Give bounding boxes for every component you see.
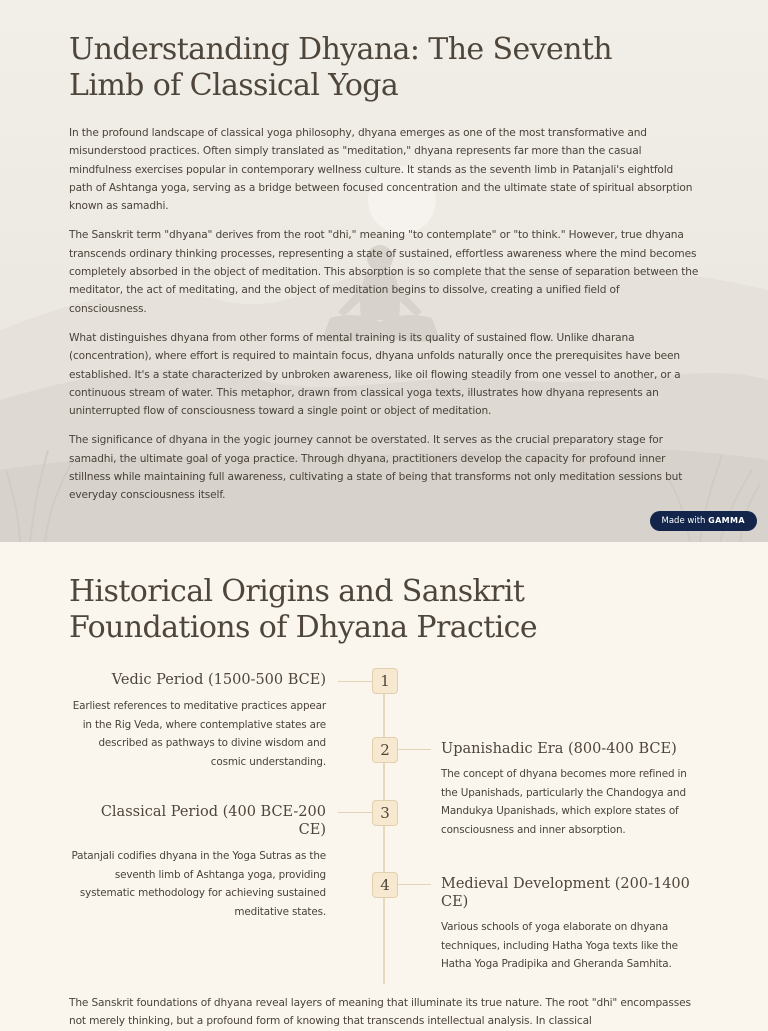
section-title: Historical Origins and Sanskrit Foundations of Dhyana Practice [69,574,538,645]
made-with-gamma-badge[interactable] [650,511,757,531]
timeline-connector [397,884,431,885]
timeline-item-title: Upanishadic Era (800-400 BCE) [441,741,677,757]
intro-paragraph: In the profound landscape of classical yoga philosophy, dhyana emerges as one of the most transformative and misunderstood practices. Often simply translated as "meditation," dhyana represents far more than the casual mindfulness exercises popular in contemporary wellness culture. It stands as the seventh limb in Patanjali's eightfold path of Ashtanga yoga, serving as a bridge between focused concentration and the ultimate state of spiritual absorption known as samadhi. [69,127,693,213]
timeline-line [383,668,385,984]
timeline-marker-2: 2 [372,737,398,763]
timeline-marker-1: 1 [372,668,398,694]
page-title: Understanding Dhyana: The Seventh Limb of Classical Yoga [69,32,613,103]
timeline-item-title: Vedic Period (1500-500 BCE) [111,672,326,688]
intro-paragraph: What distinguishes dhyana from other forms of mental training is its quality of sustained flow. Unlike dharana (concentration), where effort is required to maintain focus, dhyana unfolds naturally once the prerequisites have been established. It's a state characterized by unbroken awareness, like oil flowing steadily from one vessel to another, or a continuous stream of water. This metaphor, drawn from classical yoga texts, illustrates how dhyana represents an uninterrupted flow of consciousness toward a single point or object of meditation. [69,331,681,418]
badge-prefix: Made with [661,516,706,526]
intro-paragraph: The significance of dhyana in the yogic journey cannot be overstated. It serves as the crucial preparatory stage for samadhi, the ultimate goal of yoga practice. Through dhyana, practitioners develop the capacity for profound inner stillness while maintaining full awareness, cultivating a state of being that transforms not only meditation sessions but everyday consciousness itself. [69,434,683,502]
timeline-marker-4: 4 [372,872,398,898]
timeline-item-desc: Various schools of yoga elaborate on dhyana techniques, including Hatha Yoga texts like the Hatha Yoga Pradipika and Gheranda Samhita. [441,921,678,971]
timeline-item-desc: Earliest references to meditative practices appear in the Rig Veda, where contemplative states are described as pathways to divine wisdom and cosmic understanding. [72,700,326,768]
timeline-connector [338,812,372,813]
timeline-item-desc: The concept of dhyana becomes more refined in the Upanishads, particularly the Chandogya and Mandukya Upanishads, which explore states of consciousness and inner absorption. [441,768,687,836]
closing-paragraph: The Sanskrit foundations of dhyana reveal layers of meaning that illuminate its true nature. The root "dhi" encompasses not merely thinking, but a profound form of knowing that transcends intellectual analysis. In classical [69,997,691,1028]
intro-paragraph: The Sanskrit term "dhyana" derives from the root "dhi," meaning "to contemplate" or "to think." However, true dhyana transcends ordinary thinking processes, representing a state of sustained, effortless awareness where the mind becomes completely absorbed in the object of meditation. This absorption is so complete that the sense of separation between the meditator, the act of meditating, and the object of meditation begins to dissolve, creating a unified field of consciousness. [69,229,699,315]
timeline-connector [338,681,372,682]
timeline-item-desc: Patanjali codifies dhyana in the Yoga Sutras as the seventh limb of Ashtanga yoga, providing systematic methodology for achieving sustained meditative states. [71,850,326,918]
timeline-item-title: Medieval Development (200-1400 CE) [441,876,690,910]
timeline-connector [397,749,431,750]
timeline-marker-3: 3 [372,800,398,826]
gamma-logo: GAMMA [708,516,745,525]
timeline-item-title: Classical Period (400 BCE-200 CE) [100,804,326,838]
intro-body [69,124,699,505]
